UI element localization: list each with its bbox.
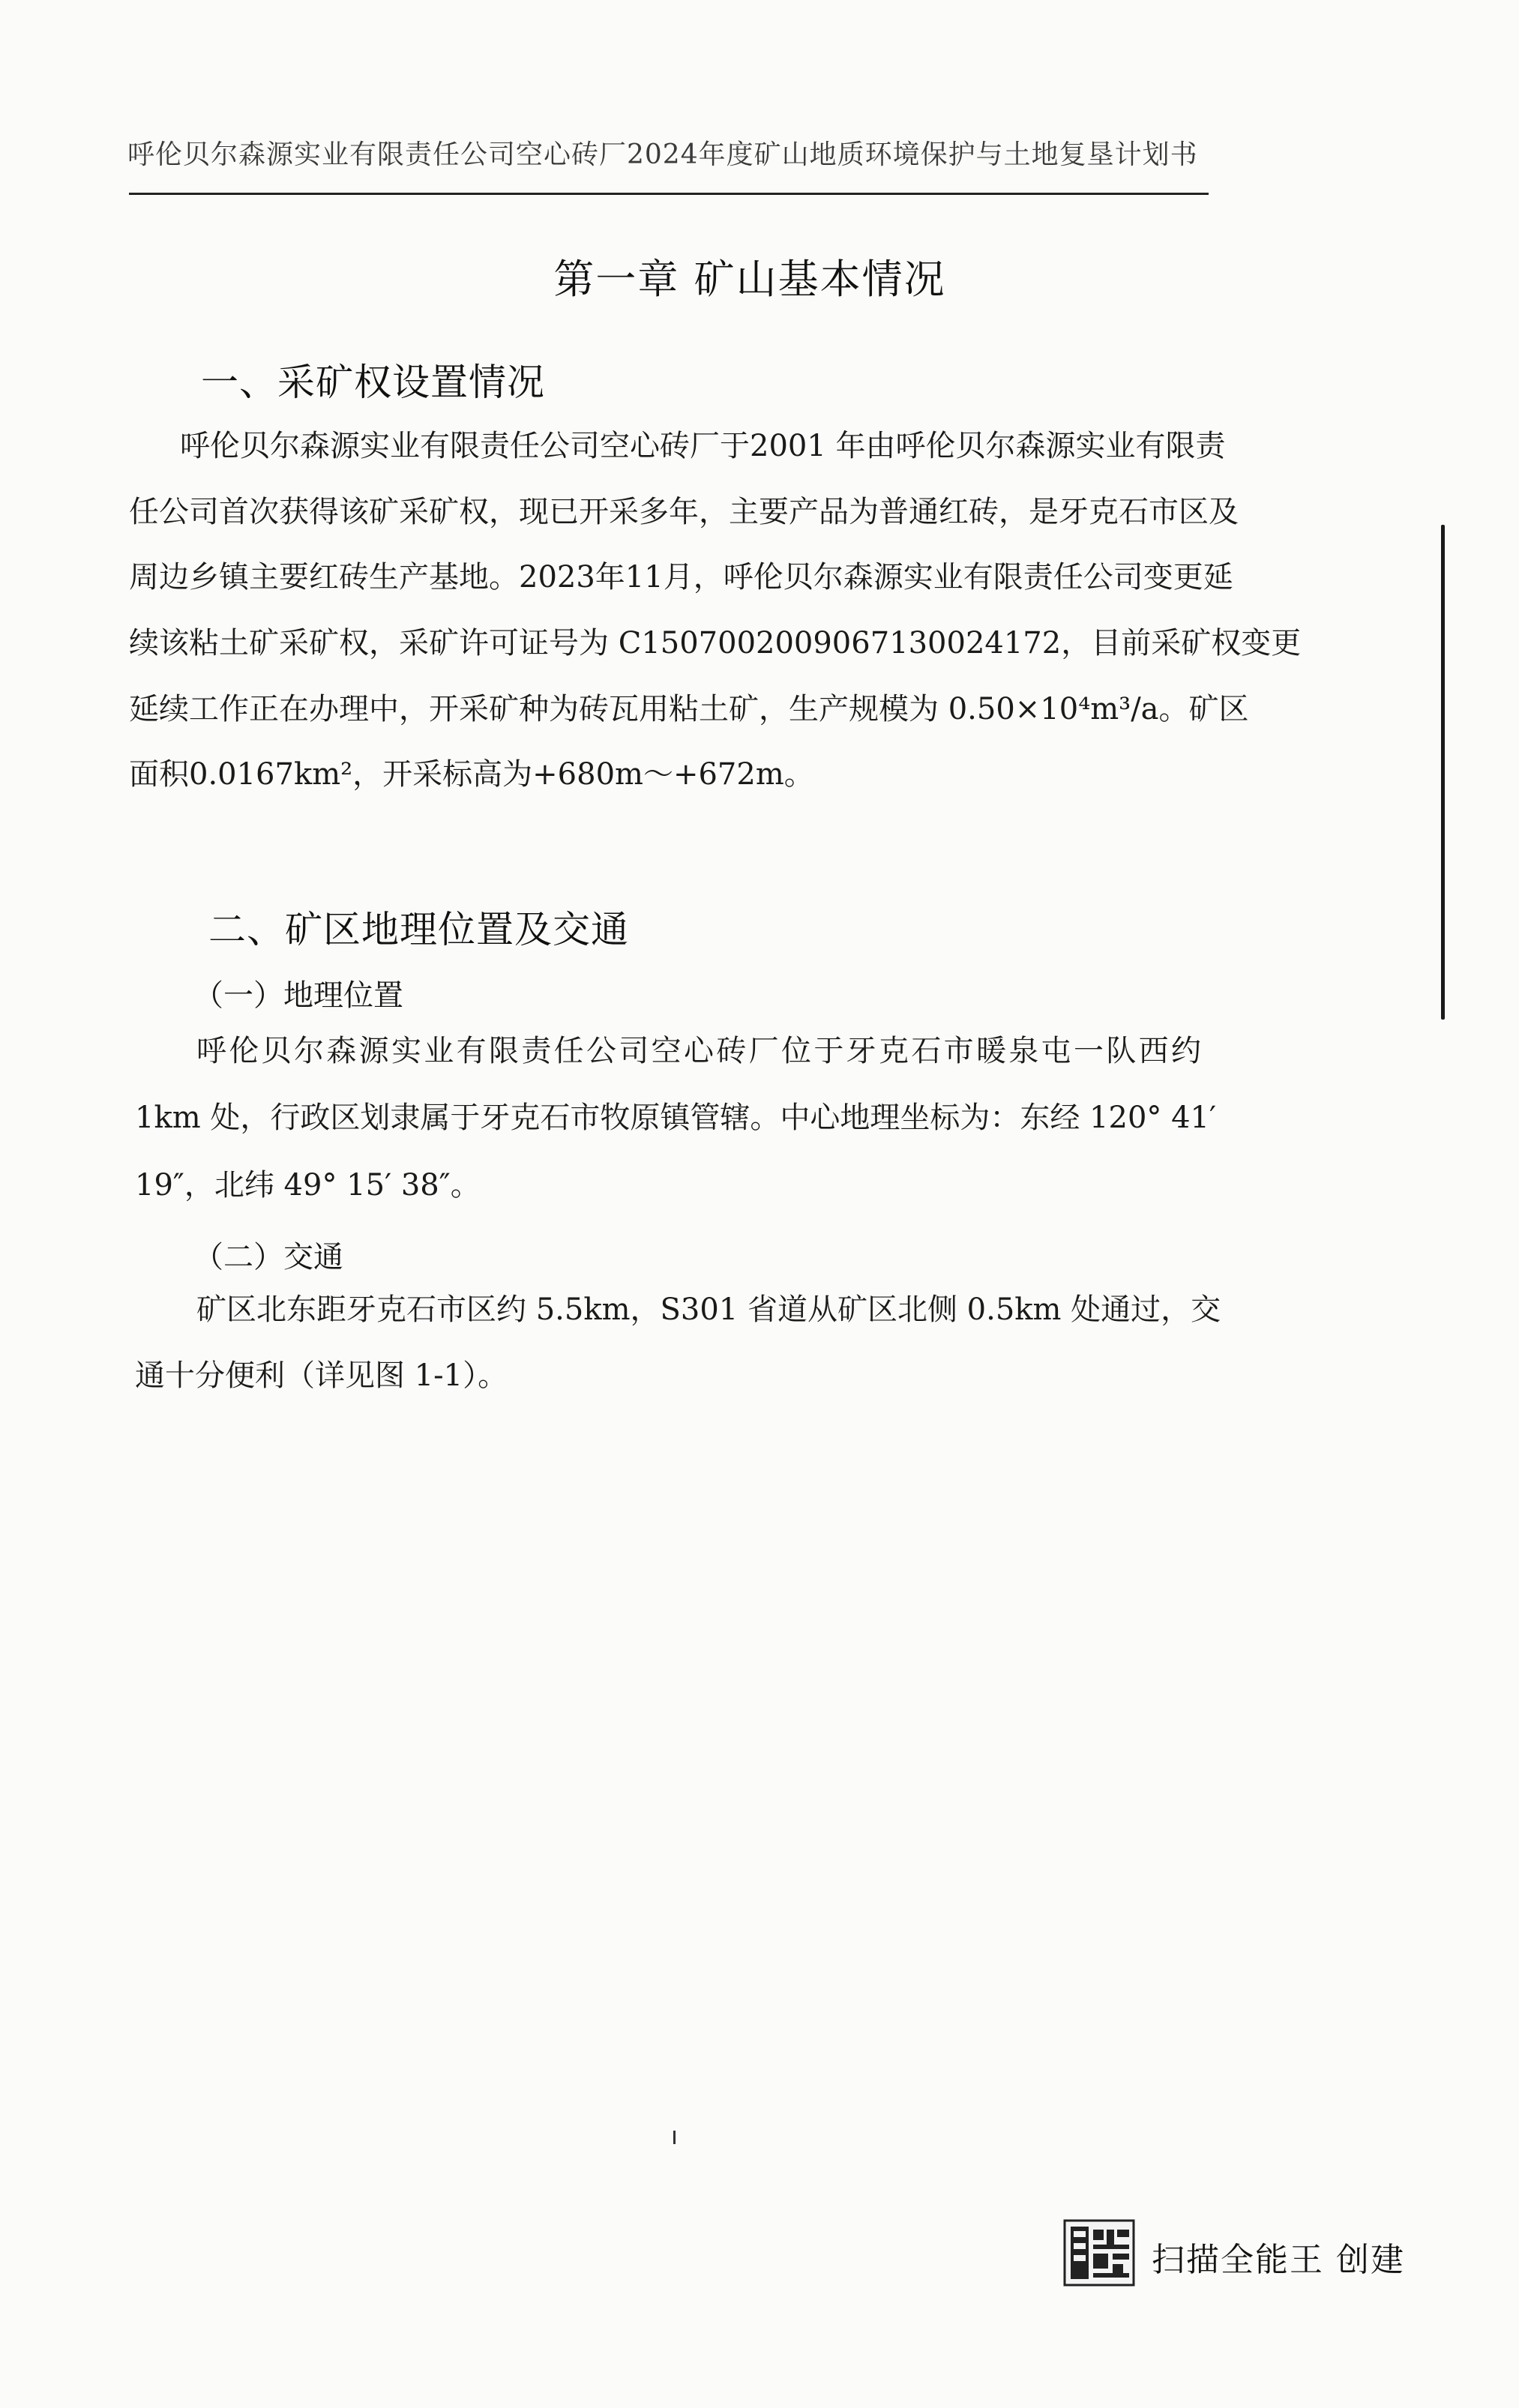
paragraph-line: 矿区北东距牙克石市区约 5.5km，S301 省道从矿区北侧 0.5km 处通过，交 [196, 1292, 1221, 1327]
header-rule [129, 193, 1209, 195]
chapter-title: 第一章 矿山基本情况 [553, 256, 946, 303]
watermark-text: 扫描全能王 创建 [1152, 2241, 1405, 2279]
scanner-watermark [1063, 2219, 1453, 2287]
subsection-title-traffic: （二）交通 [193, 1240, 343, 1274]
section-title-mining-rights: 一、采矿权设置情况 [201, 361, 545, 404]
paragraph-line: 呼伦贝尔森源实业有限责任公司空心砖厂于2001 年由呼伦贝尔森源实业有限责 [180, 429, 1226, 463]
subsection-title-geography: （一）地理位置 [193, 978, 403, 1013]
paragraph-line: 1km 处，行政区划隶属于牙克石市牧原镇管辖。中心地理坐标为：东经 120° 41′ [135, 1101, 1217, 1135]
paragraph-line: 续该粘土矿采矿权，采矿许可证号为 C1507002009067130024172，目前采矿权变更 [129, 626, 1302, 660]
binding-edge-mark [1441, 525, 1445, 1020]
paragraph-line: 延续工作正在办理中，开采矿种为砖瓦用粘土矿，生产规模为 0.50×10⁴m³/a。矿区 [129, 692, 1249, 726]
paragraph-line: 呼伦贝尔森源实业有限责任公司空心砖厂位于牙克石市暖泉屯一队西约 [196, 1034, 1201, 1068]
paragraph-line: 周边乡镇主要红砖生产基地。2023年11月，呼伦贝尔森源实业有限责任公司变更延 [129, 560, 1233, 595]
paragraph-line: 19″，北纬 49° 15′ 38″。 [135, 1168, 481, 1203]
running-header: 呼伦贝尔森源实业有限责任公司空心砖厂2024年度矿山地质环境保护与土地复垦计划书 [127, 139, 1198, 170]
page-number-mark [673, 2131, 676, 2144]
paragraph-line: 面积0.0167km²，开采标高为+680m～+672m。 [129, 757, 814, 792]
paragraph-line: 任公司首次获得该矿采矿权，现已开采多年，主要产品为普通红砖，是牙克石市区及 [129, 495, 1239, 529]
paragraph-line: 通十分便利（详见图 1-1）。 [135, 1358, 508, 1393]
section-title-location: 二、矿区地理位置及交通 [208, 908, 629, 951]
camscanner-logo-icon [1063, 2219, 1135, 2287]
